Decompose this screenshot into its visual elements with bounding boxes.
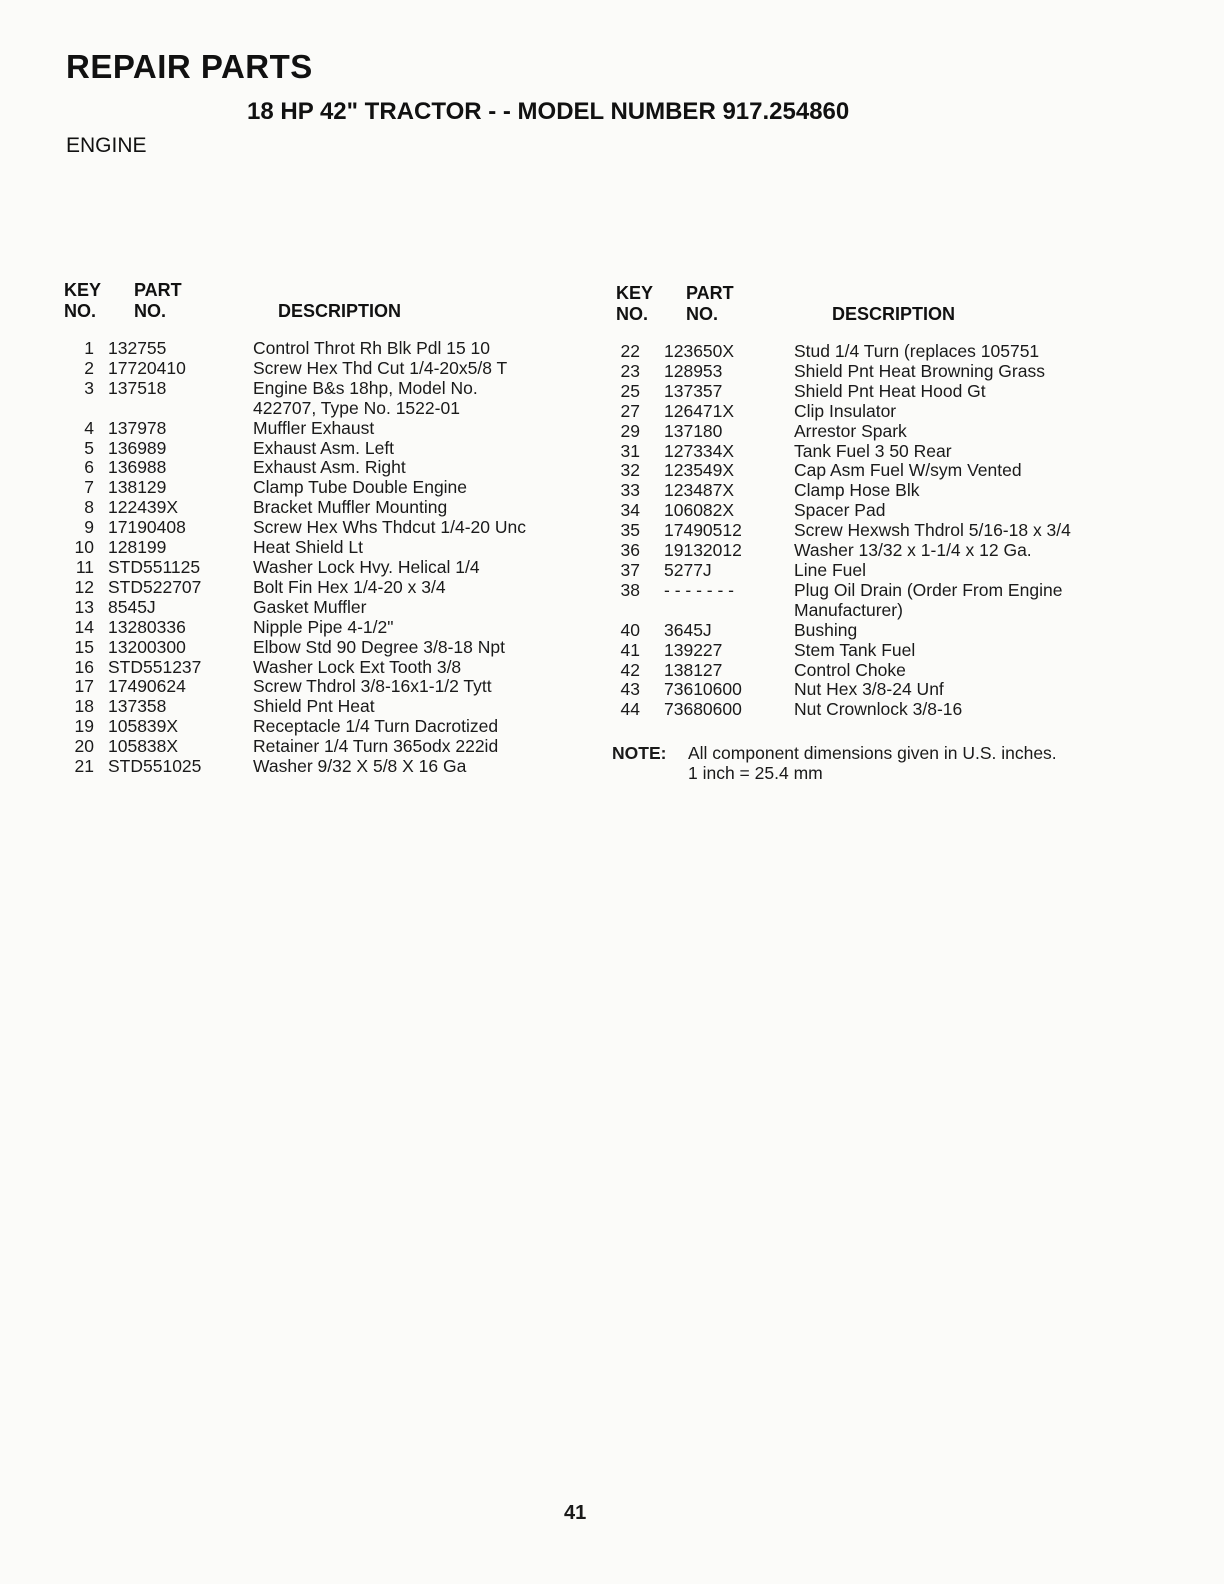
part-no-cell: 73680600 (664, 699, 742, 720)
table-row (60, 697, 620, 717)
part-header-line-1: PART (686, 283, 734, 303)
part-no-cell: 13280336 (108, 616, 186, 637)
part-no-cell: 137978 (108, 417, 167, 438)
description-cell: Stud 1/4 Turn (replaces 105751 (794, 341, 1040, 361)
table-row (60, 379, 620, 419)
description-cell: Line Fuel (794, 559, 866, 580)
description-cell: Exhaust Asm. Right (253, 457, 406, 478)
part-no-cell: 105838X (108, 736, 179, 757)
part-no-cell: 8545J (108, 596, 156, 617)
section-title: ENGINE (66, 134, 147, 157)
description-cell: Washer Lock Ext Tooth 3/8 (253, 656, 462, 677)
key-no-header (616, 283, 653, 325)
key-no-cell: 42 (620, 659, 640, 680)
key-no-cell: 40 (620, 619, 640, 640)
table-row (60, 419, 620, 439)
table-row (612, 700, 1172, 720)
part-no-header (686, 283, 734, 325)
key-header-line-1: KEY (616, 283, 654, 303)
description-cell: Nut Hex 3/8-24 Unf (794, 679, 944, 700)
description-cell: Arrestor Spark (794, 420, 907, 441)
table-row (612, 442, 1172, 462)
key-no-cell: 15 (74, 636, 94, 657)
description-cell: Gasket Muffler (253, 596, 367, 617)
part-no-cell: 136988 (108, 457, 167, 478)
table-header (612, 283, 1172, 341)
part-no-cell: 132755 (108, 338, 167, 358)
key-no-cell: 5 (84, 437, 94, 458)
key-no-cell: 6 (84, 457, 94, 478)
part-no-cell: 128199 (108, 537, 167, 558)
note-label: NOTE: (612, 743, 667, 763)
key-no-cell: 13 (74, 596, 94, 617)
description-cell: Bushing (794, 619, 858, 640)
key-no-cell: 11 (75, 556, 94, 577)
table-row (60, 717, 620, 737)
table-row (60, 618, 620, 638)
part-header-line-2: NO. (686, 304, 719, 324)
table-row (60, 478, 620, 498)
table-row (60, 658, 620, 678)
key-no-cell: 1 (84, 338, 94, 358)
parts-rows-left (60, 339, 620, 777)
table-row (612, 621, 1172, 641)
key-no-cell: 25 (620, 380, 640, 401)
description-cell: Shield Pnt Heat Browning Grass (794, 360, 1045, 381)
key-no-cell: 23 (620, 360, 640, 381)
key-no-header (64, 280, 101, 322)
key-no-cell: 32 (620, 460, 640, 481)
part-no-cell: 123549X (664, 460, 735, 481)
description-cell: Control Choke (794, 659, 906, 680)
table-row (612, 461, 1172, 481)
part-no-cell: 17490512 (664, 520, 742, 541)
parts-table-right (612, 283, 1172, 720)
table-row (612, 661, 1172, 681)
description-cell: Nipple Pipe 4-1/2" (253, 616, 394, 637)
table-row (612, 541, 1172, 561)
part-no-cell: 106082X (664, 500, 735, 521)
description-cell: Elbow Std 90 Degree 3/8-18 Npt (253, 636, 505, 657)
table-row (60, 737, 620, 757)
key-no-cell: 31 (620, 440, 640, 461)
key-no-cell: 41 (620, 639, 640, 660)
key-no-cell: 44 (620, 699, 640, 720)
part-no-cell: STD551237 (108, 656, 202, 677)
key-no-cell: 2 (84, 357, 94, 378)
table-row (60, 359, 620, 379)
description-cell: Shield Pnt Heat (253, 696, 375, 717)
part-no-cell: 127334X (664, 440, 735, 461)
description-cell: Heat Shield Lt (253, 537, 363, 558)
page-title: REPAIR PARTS (66, 48, 313, 85)
part-no-cell: 3645J (664, 619, 712, 640)
description-cell: Bracket Muffler Mounting (253, 497, 448, 518)
table-row (60, 757, 620, 777)
description-cell: Shield Pnt Heat Hood Gt (794, 380, 986, 401)
parts-rows-right (612, 342, 1172, 720)
key-no-cell: 36 (620, 540, 640, 561)
description-cell: Washer Lock Hvy. Helical 1/4 (253, 556, 480, 577)
part-no-cell: 137180 (664, 420, 723, 441)
description-cell: Screw Hex Thd Cut 1/4-20x5/8 T (253, 357, 508, 378)
key-header-line-2: NO. (616, 304, 649, 324)
key-no-cell: 20 (74, 736, 94, 757)
part-no-cell: 138129 (108, 477, 167, 498)
part-no-cell: 123650X (664, 341, 735, 361)
table-row (60, 518, 620, 538)
table-row (60, 339, 620, 359)
key-no-cell: 16 (74, 656, 94, 677)
key-no-cell: 22 (620, 341, 640, 361)
key-no-cell: 19 (74, 716, 94, 737)
description-cell: Exhaust Asm. Left (253, 437, 395, 458)
description-cell: Clamp Hose Blk (794, 480, 920, 501)
key-no-cell: 43 (620, 679, 640, 700)
description-cell: Bolt Fin Hex 1/4-20 x 3/4 (253, 576, 446, 597)
key-no-cell: 33 (620, 480, 640, 501)
table-row (612, 561, 1172, 581)
description-cell: Spacer Pad (794, 500, 886, 521)
part-no-cell: 126471X (664, 400, 735, 421)
table-header (60, 280, 620, 338)
description-cell: Control Throt Rh Blk Pdl 15 10 (253, 338, 491, 358)
table-row (612, 481, 1172, 501)
part-no-cell: 137358 (108, 696, 167, 717)
table-row (612, 581, 1172, 621)
description-cell: Screw Thdrol 3/8-16x1-1/2 Tytt (253, 676, 492, 697)
part-no-cell: 137518 (108, 377, 167, 398)
part-no-cell: 105839X (108, 716, 179, 737)
model-title: 18 HP 42" TRACTOR - - MODEL NUMBER 917.254860 (247, 98, 850, 125)
part-no-cell: 73610600 (664, 679, 742, 700)
part-header-line-2: NO. (134, 301, 167, 321)
description-cell: Screw Hex Whs Thdcut 1/4-20 Unc (253, 517, 526, 538)
table-row (60, 638, 620, 658)
key-header-line-1: KEY (64, 280, 102, 300)
description-cell: Washer 9/32 X 5/8 X 16 Ga (253, 756, 467, 777)
note-text: All component dimensions given in U.S. inches. 1 inch = 25.4 mm (688, 743, 1057, 783)
table-row (612, 402, 1172, 422)
key-no-cell: 29 (620, 420, 640, 441)
part-no-cell: 122439X (108, 497, 179, 518)
description-cell: Clip Insulator (794, 400, 897, 421)
part-no-cell: 17190408 (108, 517, 186, 538)
parts-table-left (60, 280, 620, 777)
part-no-cell: 138127 (664, 659, 723, 680)
part-no-cell: 136989 (108, 437, 167, 458)
description-header: DESCRIPTION (278, 301, 402, 321)
description-header: DESCRIPTION (832, 304, 956, 324)
part-header-line-1: PART (134, 280, 182, 300)
part-no-header (134, 280, 182, 322)
table-row (60, 458, 620, 478)
key-no-cell: 27 (620, 400, 640, 421)
table-row (612, 521, 1172, 541)
table-row (60, 498, 620, 518)
key-no-cell: 35 (620, 520, 640, 541)
key-no-cell: 18 (74, 696, 94, 717)
key-no-cell: 8 (84, 497, 94, 518)
part-no-cell: 128953 (664, 360, 723, 381)
part-no-cell: STD522707 (108, 576, 202, 597)
description-cell: Clamp Tube Double Engine (253, 477, 468, 498)
key-header-line-2: NO. (64, 301, 97, 321)
table-row (60, 578, 620, 598)
part-no-cell: 123487X (664, 480, 735, 501)
part-no-cell: STD551025 (108, 756, 202, 777)
key-no-cell: 7 (84, 477, 94, 498)
table-row (612, 680, 1172, 700)
part-no-cell: 139227 (664, 639, 723, 660)
table-row (612, 382, 1172, 402)
key-no-cell: 12 (74, 576, 94, 597)
page-number: 41 (564, 1502, 587, 1524)
table-row (60, 439, 620, 459)
part-no-cell: 137357 (664, 380, 723, 401)
description-cell: Tank Fuel 3 50 Rear (794, 440, 952, 461)
part-no-cell: 13200300 (108, 636, 186, 657)
key-no-cell: 14 (74, 616, 94, 637)
note (612, 744, 1172, 784)
description-cell: Nut Crownlock 3/8-16 (794, 699, 963, 720)
key-no-cell: 17 (74, 676, 94, 697)
description-cell: Receptacle 1/4 Turn Dacrotized (253, 716, 499, 737)
description-cell: Cap Asm Fuel W/sym Vented (794, 460, 1022, 481)
key-no-cell: 3 (84, 377, 94, 398)
description-cell: Engine B&s 18hp, Model No. 422707, Type No. 1522-01 (253, 377, 478, 418)
key-no-cell: 37 (620, 559, 640, 580)
table-row (612, 342, 1172, 362)
table-row (60, 677, 620, 697)
table-row (612, 362, 1172, 382)
table-row (60, 598, 620, 618)
description-cell: Retainer 1/4 Turn 365odx 222id (253, 736, 499, 757)
part-no-cell: 17490624 (108, 676, 186, 697)
table-row (612, 641, 1172, 661)
table-row (60, 558, 620, 578)
table-row (612, 501, 1172, 521)
table-row (60, 538, 620, 558)
part-no-cell: 5277J (664, 559, 712, 580)
part-no-cell: - - - - - - - (664, 579, 734, 600)
key-no-cell: 10 (74, 537, 94, 558)
part-no-cell: 19132012 (664, 540, 742, 561)
description-cell: Muffler Exhaust (253, 417, 375, 438)
table-row (612, 422, 1172, 442)
key-no-cell: 4 (84, 417, 94, 438)
description-cell: Stem Tank Fuel (794, 639, 916, 660)
part-no-cell: 17720410 (108, 357, 186, 378)
key-no-cell: 38 (620, 579, 640, 600)
description-cell: Screw Hexwsh Thdrol 5/16-18 x 3/4 (794, 520, 1071, 541)
key-no-cell: 21 (74, 756, 94, 777)
key-no-cell: 9 (84, 517, 94, 538)
description-cell: Washer 13/32 x 1-1/4 x 12 Ga. (794, 540, 1032, 561)
description-cell: Plug Oil Drain (Order From Engine Manufacturer) (794, 579, 1063, 620)
part-no-cell: STD551125 (108, 556, 201, 577)
key-no-cell: 34 (620, 500, 640, 521)
